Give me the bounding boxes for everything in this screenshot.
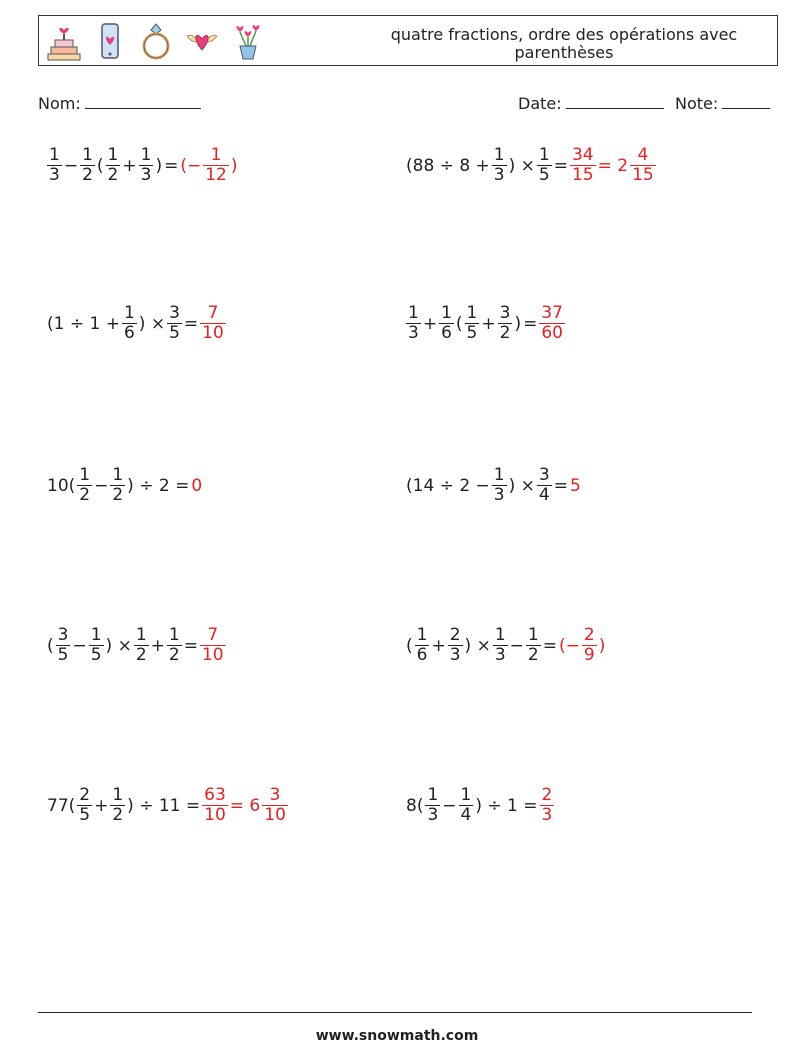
denominator: 5 xyxy=(90,645,102,665)
fraction xyxy=(167,304,182,343)
denominator: 2 xyxy=(112,485,124,505)
fraction xyxy=(89,626,104,665)
heart-flowerpot-icon xyxy=(229,20,267,62)
answer-text: ) xyxy=(230,155,238,176)
denominator: 12 xyxy=(205,165,227,185)
numerator: 37 xyxy=(541,303,563,323)
expression-text: ( xyxy=(96,155,104,176)
denominator: 2 xyxy=(82,165,93,185)
footer-url[interactable]: www.snowmath.com xyxy=(315,1028,479,1044)
numerator: 3 xyxy=(499,303,511,323)
expression-text: (1 ÷ 1 + xyxy=(47,313,120,334)
numerator: 2 xyxy=(449,625,461,645)
fraction xyxy=(498,304,513,343)
denominator: 3 xyxy=(541,805,553,825)
answer-fraction xyxy=(200,626,226,665)
numerator: 63 xyxy=(204,785,226,805)
numerator: 2 xyxy=(541,785,553,805)
numerator: 1 xyxy=(90,625,102,645)
denominator: 2 xyxy=(79,485,91,505)
fraction xyxy=(77,466,92,505)
fraction xyxy=(110,786,125,825)
denominator: 5 xyxy=(538,165,550,185)
grade-label: Note: xyxy=(675,94,719,113)
answer-fraction xyxy=(203,146,229,185)
numerator: 3 xyxy=(169,303,180,323)
denominator: 3 xyxy=(427,805,439,825)
answer-text: = 6 xyxy=(229,795,261,816)
fraction xyxy=(526,626,541,665)
numerator: 1 xyxy=(112,465,124,485)
expression-text: − xyxy=(442,795,457,816)
numerator: 1 xyxy=(79,465,91,485)
answer-fraction xyxy=(570,146,596,185)
denominator: 5 xyxy=(79,805,91,825)
fraction xyxy=(425,786,440,825)
problem-10 xyxy=(405,786,555,825)
answer-text: 0 xyxy=(191,475,203,496)
expression-text: + xyxy=(481,313,496,334)
denominator: 3 xyxy=(408,323,419,343)
numerator: 1 xyxy=(494,625,506,645)
denominator: 2 xyxy=(135,645,147,665)
problem-1 xyxy=(46,146,239,185)
numerator: 1 xyxy=(427,785,439,805)
expression-text: 10( xyxy=(47,475,76,496)
denominator: 10 xyxy=(204,805,226,825)
denominator: 3 xyxy=(49,165,60,185)
expression-text: + xyxy=(122,155,137,176)
expression-text: ) × xyxy=(138,313,166,334)
expression-text: = xyxy=(164,155,179,176)
numerator: 1 xyxy=(123,303,135,323)
answer-fraction xyxy=(262,786,288,825)
expression-text: − xyxy=(94,475,109,496)
fraction xyxy=(110,466,125,505)
header-icons xyxy=(45,20,267,62)
denominator: 2 xyxy=(527,645,539,665)
numerator: 1 xyxy=(210,145,222,165)
expression-text: = xyxy=(542,635,557,656)
cake-icon xyxy=(45,20,83,62)
fraction xyxy=(439,304,454,343)
expression-text: = xyxy=(553,155,568,176)
worksheet-title: quatre fractions, ordre des opérations avec parenthèses xyxy=(390,25,738,62)
numerator: 7 xyxy=(207,303,219,323)
date-field xyxy=(518,94,664,113)
answer-text: (− xyxy=(558,635,580,656)
footer-divider xyxy=(38,1012,752,1013)
answer-fraction xyxy=(630,146,656,185)
fraction xyxy=(122,304,137,343)
fraction xyxy=(77,786,92,825)
expression-text: = xyxy=(523,313,538,334)
numerator: 1 xyxy=(49,145,60,165)
denominator: 10 xyxy=(201,645,224,665)
expression-text: + xyxy=(94,795,109,816)
problem-7 xyxy=(46,626,227,665)
answer-text: ) xyxy=(598,635,606,656)
expression-text: ) × xyxy=(508,155,535,176)
expression-text: + xyxy=(422,313,438,334)
fraction xyxy=(56,626,71,665)
fraction xyxy=(415,626,430,665)
denominator: 15 xyxy=(571,165,594,185)
expression-text: ) ÷ 1 = xyxy=(475,795,538,816)
fraction xyxy=(106,146,121,185)
expression-text: ) ÷ 2 = xyxy=(127,475,190,496)
numerator: 3 xyxy=(57,625,69,645)
numerator: 1 xyxy=(140,145,152,165)
denominator: 2 xyxy=(499,323,511,343)
fraction xyxy=(448,626,463,665)
numerator: 1 xyxy=(416,625,428,645)
answer-text: (− xyxy=(180,155,202,176)
denominator: 5 xyxy=(169,323,180,343)
numerator: 3 xyxy=(269,785,281,805)
denominator: 6 xyxy=(441,323,452,343)
fraction xyxy=(406,304,421,343)
expression-text: + xyxy=(150,635,165,656)
expression-text: ) xyxy=(514,313,522,334)
expression-text: ) ÷ 11 = xyxy=(127,795,201,816)
denominator: 2 xyxy=(112,805,124,825)
denominator: 3 xyxy=(449,645,461,665)
grade-blank[interactable] xyxy=(722,94,770,109)
fraction xyxy=(537,146,552,185)
denominator: 60 xyxy=(541,323,563,343)
denominator: 3 xyxy=(493,485,505,505)
numerator: 1 xyxy=(112,785,124,805)
numerator: 1 xyxy=(466,303,478,323)
expression-text: 77( xyxy=(47,795,76,816)
problem-9 xyxy=(46,786,289,825)
denominator: 2 xyxy=(168,645,180,665)
numerator: 1 xyxy=(527,625,539,645)
numerator: 1 xyxy=(82,145,93,165)
answer-fraction xyxy=(539,304,565,343)
date-blank[interactable] xyxy=(566,94,664,109)
numerator: 1 xyxy=(408,303,419,323)
numerator: 2 xyxy=(583,625,595,645)
expression-text: − xyxy=(509,635,524,656)
answer-fraction xyxy=(582,626,597,665)
fraction xyxy=(492,146,507,185)
denominator: 9 xyxy=(583,645,595,665)
numerator: 3 xyxy=(538,465,550,485)
expression-text: ( xyxy=(406,635,413,656)
denominator: 4 xyxy=(460,805,472,825)
expression-text: ( xyxy=(455,313,463,334)
fraction xyxy=(465,304,480,343)
date-label: Date: xyxy=(518,94,562,113)
denominator: 15 xyxy=(632,165,654,185)
denominator: 2 xyxy=(107,165,119,185)
answer-fraction xyxy=(540,786,555,825)
fraction xyxy=(459,786,474,825)
name-label: Nom: xyxy=(38,94,81,113)
answer-text: 5 xyxy=(569,475,581,496)
numerator: 1 xyxy=(441,303,452,323)
expression-text: (88 ÷ 8 + xyxy=(406,155,490,176)
denominator: 3 xyxy=(140,165,152,185)
numerator: 1 xyxy=(168,625,180,645)
numerator: 1 xyxy=(538,145,550,165)
problem-2 xyxy=(405,146,657,185)
numerator: 1 xyxy=(135,625,147,645)
problem-8 xyxy=(405,626,606,665)
winged-heart-icon xyxy=(183,20,221,62)
problem-6 xyxy=(405,466,582,505)
expression-text: (14 ÷ 2 − xyxy=(406,475,490,496)
grade-field xyxy=(675,94,770,113)
expression-text: 8( xyxy=(406,795,424,816)
denominator: 5 xyxy=(466,323,478,343)
expression-text: − xyxy=(63,155,79,176)
numerator: 34 xyxy=(571,145,594,165)
expression-text: ) xyxy=(155,155,163,176)
fraction xyxy=(537,466,552,505)
answer-text: = 2 xyxy=(597,155,629,176)
fraction xyxy=(167,626,182,665)
fraction xyxy=(47,146,62,185)
denominator: 3 xyxy=(494,645,506,665)
problem-3 xyxy=(46,304,227,343)
numerator: 4 xyxy=(637,145,649,165)
expression-text: ) × xyxy=(508,475,535,496)
denominator: 4 xyxy=(538,485,550,505)
answer-fraction xyxy=(202,786,228,825)
fraction xyxy=(134,626,149,665)
answer-fraction xyxy=(200,304,226,343)
denominator: 10 xyxy=(264,805,286,825)
problem-4 xyxy=(405,304,566,343)
numerator: 1 xyxy=(493,465,505,485)
numerator: 1 xyxy=(493,145,505,165)
numerator: 1 xyxy=(460,785,472,805)
expression-text: ) × xyxy=(105,635,132,656)
phone-heart-icon xyxy=(91,20,129,62)
name-blank[interactable] xyxy=(85,94,201,109)
denominator: 5 xyxy=(57,645,69,665)
denominator: 10 xyxy=(202,323,224,343)
fraction xyxy=(139,146,154,185)
denominator: 3 xyxy=(493,165,505,185)
expression-text: ( xyxy=(47,635,54,656)
denominator: 6 xyxy=(123,323,135,343)
worksheet-header xyxy=(38,15,778,66)
expression-text: + xyxy=(431,635,446,656)
numerator: 7 xyxy=(207,625,219,645)
fraction xyxy=(492,466,507,505)
expression-text: = xyxy=(183,313,199,334)
fraction xyxy=(80,146,95,185)
name-field xyxy=(38,94,201,113)
ring-icon xyxy=(137,20,175,62)
fraction xyxy=(493,626,508,665)
denominator: 6 xyxy=(416,645,428,665)
expression-text: ) × xyxy=(464,635,491,656)
numerator: 1 xyxy=(107,145,119,165)
expression-text: − xyxy=(72,635,87,656)
numerator: 2 xyxy=(79,785,91,805)
expression-text: = xyxy=(553,475,568,496)
expression-text: = xyxy=(183,635,198,656)
problem-5 xyxy=(46,466,203,505)
